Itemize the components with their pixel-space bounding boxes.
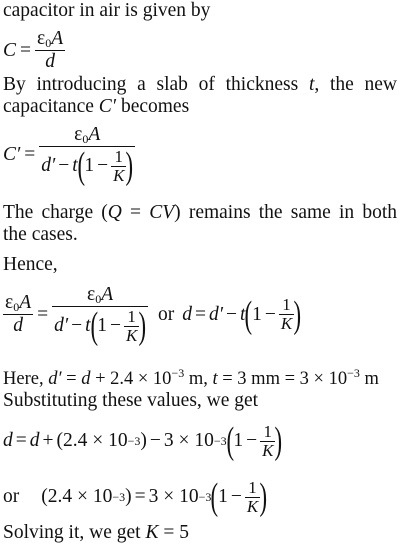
symbol-d: d	[182, 303, 192, 325]
text-line-5	[3, 224, 78, 246]
equals-sign: =	[15, 430, 27, 451]
epsilon: ε	[5, 292, 14, 313]
symbol-K: K	[125, 325, 138, 345]
or-word: or	[157, 303, 175, 325]
text-line-9	[3, 522, 189, 544]
number-one: 1	[233, 430, 244, 451]
equation-new-capacitance	[3, 124, 135, 185]
symbol-CV: CV	[149, 202, 175, 223]
right-paren: )	[138, 305, 147, 347]
text-segment: becomes	[120, 96, 190, 117]
text-segment: 3 × 10	[163, 430, 214, 451]
minus-sign: −	[71, 315, 83, 336]
symbol-A: A	[19, 292, 32, 313]
text-segment: Hence,	[3, 254, 58, 275]
text-segment: (2.4 × 10	[41, 486, 113, 507]
text-line-3	[3, 96, 189, 118]
right-paren: )	[259, 476, 268, 518]
numerator-one: 1	[127, 306, 136, 326]
equation-equal-charge	[3, 284, 301, 345]
epsilon: ε	[74, 124, 83, 145]
text-line-8	[3, 390, 258, 412]
text-segment: ) remains the same in both	[174, 202, 397, 223]
text-segment: = 3 mm = 3 × 10	[217, 369, 348, 389]
text-segment: )	[125, 486, 132, 507]
epsilon: ε	[37, 28, 46, 49]
symbol-d: d	[81, 369, 91, 389]
minus-sign: −	[246, 430, 258, 451]
right-paren: )	[126, 145, 134, 187]
right-paren: )	[274, 420, 283, 462]
text-segment: Solving it, we get	[3, 522, 141, 543]
fraction-new-capacitance	[39, 124, 135, 185]
equals-sign: =	[121, 202, 150, 223]
epsilon: ε	[86, 284, 96, 305]
text-segment: 3 × 10	[148, 486, 199, 507]
symbol-d: d	[45, 51, 55, 72]
left-paren: (	[77, 145, 85, 187]
subscript-zero: 0	[82, 132, 89, 146]
number-one: 1	[252, 303, 262, 325]
fraction-1-over-K	[245, 479, 260, 516]
fraction-new-capacitance	[52, 284, 148, 345]
exponent: −3	[347, 366, 360, 380]
text-segment: Substituting these values, we get	[3, 390, 259, 411]
symbol-A: A	[101, 284, 114, 305]
symbol-t: t	[239, 303, 246, 325]
equation-substitution: d = d + (2.4 × 10 −3 ) − 3 × 10 −3 ( 1 − $\frac{1}{K}$ )	[3, 420, 283, 462]
fraction-1-over-K	[124, 308, 139, 345]
fraction-1-over-K	[279, 296, 294, 333]
text-segment: Here,	[3, 369, 44, 389]
left-paren: (	[90, 305, 98, 347]
number-one: 1	[84, 155, 95, 176]
left-paren: (	[210, 476, 219, 518]
symbol-t: t	[308, 74, 315, 95]
text-segment: the cases.	[3, 224, 78, 245]
text-segment: The charge (	[3, 202, 108, 223]
numerator-one: 1	[114, 146, 124, 166]
fraction-1-over-K	[111, 148, 126, 185]
text-segment: capacitance	[3, 96, 94, 117]
symbol-d: d	[29, 430, 40, 451]
fraction-eps0A-over-d	[3, 292, 33, 337]
symbol-C-prime: C′	[98, 96, 117, 117]
exponent: −3	[171, 366, 185, 380]
text-segment: )	[140, 430, 147, 451]
text-segment: m,	[184, 369, 208, 389]
subscript-zero: 0	[45, 36, 52, 50]
symbol-K: K	[262, 440, 274, 460]
fraction-1-over-K	[260, 423, 275, 460]
text-segment: m	[359, 369, 379, 389]
text-line-6	[3, 254, 58, 276]
left-paren: (	[244, 293, 253, 336]
symbol-t: t	[85, 315, 91, 336]
fraction-eps0A-over-d	[35, 28, 65, 73]
text-line-4	[3, 202, 397, 224]
equation-simplified: or (2.4 × 10 −3 ) = 3 × 10 −3 ( 1 − $\frac{1}{K}$ )	[3, 476, 268, 518]
right-paren: )	[293, 293, 302, 336]
left-paren: (	[226, 420, 234, 462]
minus-sign: −	[264, 303, 276, 325]
equals-sign: =	[24, 143, 36, 165]
minus-sign: −	[109, 315, 121, 336]
text-line-2	[3, 74, 397, 96]
symbol-A: A	[88, 124, 101, 145]
equals-sign: =	[134, 486, 146, 507]
subscript-zero: 0	[13, 300, 20, 314]
plus-sign: +	[42, 430, 54, 451]
number-one: 1	[97, 315, 107, 336]
text-line-7	[3, 368, 379, 390]
symbol-K: K	[113, 165, 125, 185]
symbol-C-prime: C′	[3, 143, 21, 165]
symbol-K: K	[246, 496, 259, 516]
symbol-d-prime: d′	[54, 315, 69, 336]
minus-sign: −	[149, 430, 161, 451]
symbol-d: d	[13, 315, 23, 336]
minus-sign: −	[230, 486, 242, 507]
symbol-d-prime: d′	[41, 155, 56, 176]
minus-sign: −	[58, 155, 70, 176]
subscript-zero: 0	[95, 292, 102, 306]
symbol-K: K	[280, 314, 293, 333]
symbol-t: t	[212, 369, 218, 389]
text-line-1	[3, 0, 210, 22]
equals-sign: =	[37, 303, 49, 325]
or-word: or	[3, 486, 20, 507]
symbol-C: C	[3, 39, 17, 61]
numerator-one: 1	[248, 477, 257, 497]
symbol-K: K	[145, 522, 159, 543]
symbol-t: t	[72, 155, 78, 176]
text-segment: , the new	[314, 74, 398, 95]
number-one: 1	[218, 486, 228, 507]
text-segment: By introducing a slab of thickness	[3, 74, 299, 95]
equals-sign: =	[61, 369, 82, 389]
symbol-d-prime: d′	[48, 369, 62, 389]
minus-sign: −	[97, 155, 109, 176]
symbol-A: A	[51, 28, 64, 49]
numerator-one: 1	[263, 421, 273, 441]
equals-sign: =	[194, 303, 206, 325]
symbol-Q: Q	[107, 202, 122, 223]
text-segment: + 2.4 × 10	[90, 369, 172, 389]
intro-text: capacitor in air is given by	[3, 0, 211, 21]
symbol-d-prime: d′	[208, 303, 223, 325]
text-segment: (2.4 × 10	[56, 430, 128, 451]
symbol-d: d	[3, 430, 13, 451]
equation-capacitance-air	[3, 28, 65, 73]
minus-sign: −	[225, 303, 237, 325]
equals-sign: =	[20, 39, 32, 61]
numerator-one: 1	[282, 295, 291, 314]
result-value: = 5	[158, 522, 189, 543]
